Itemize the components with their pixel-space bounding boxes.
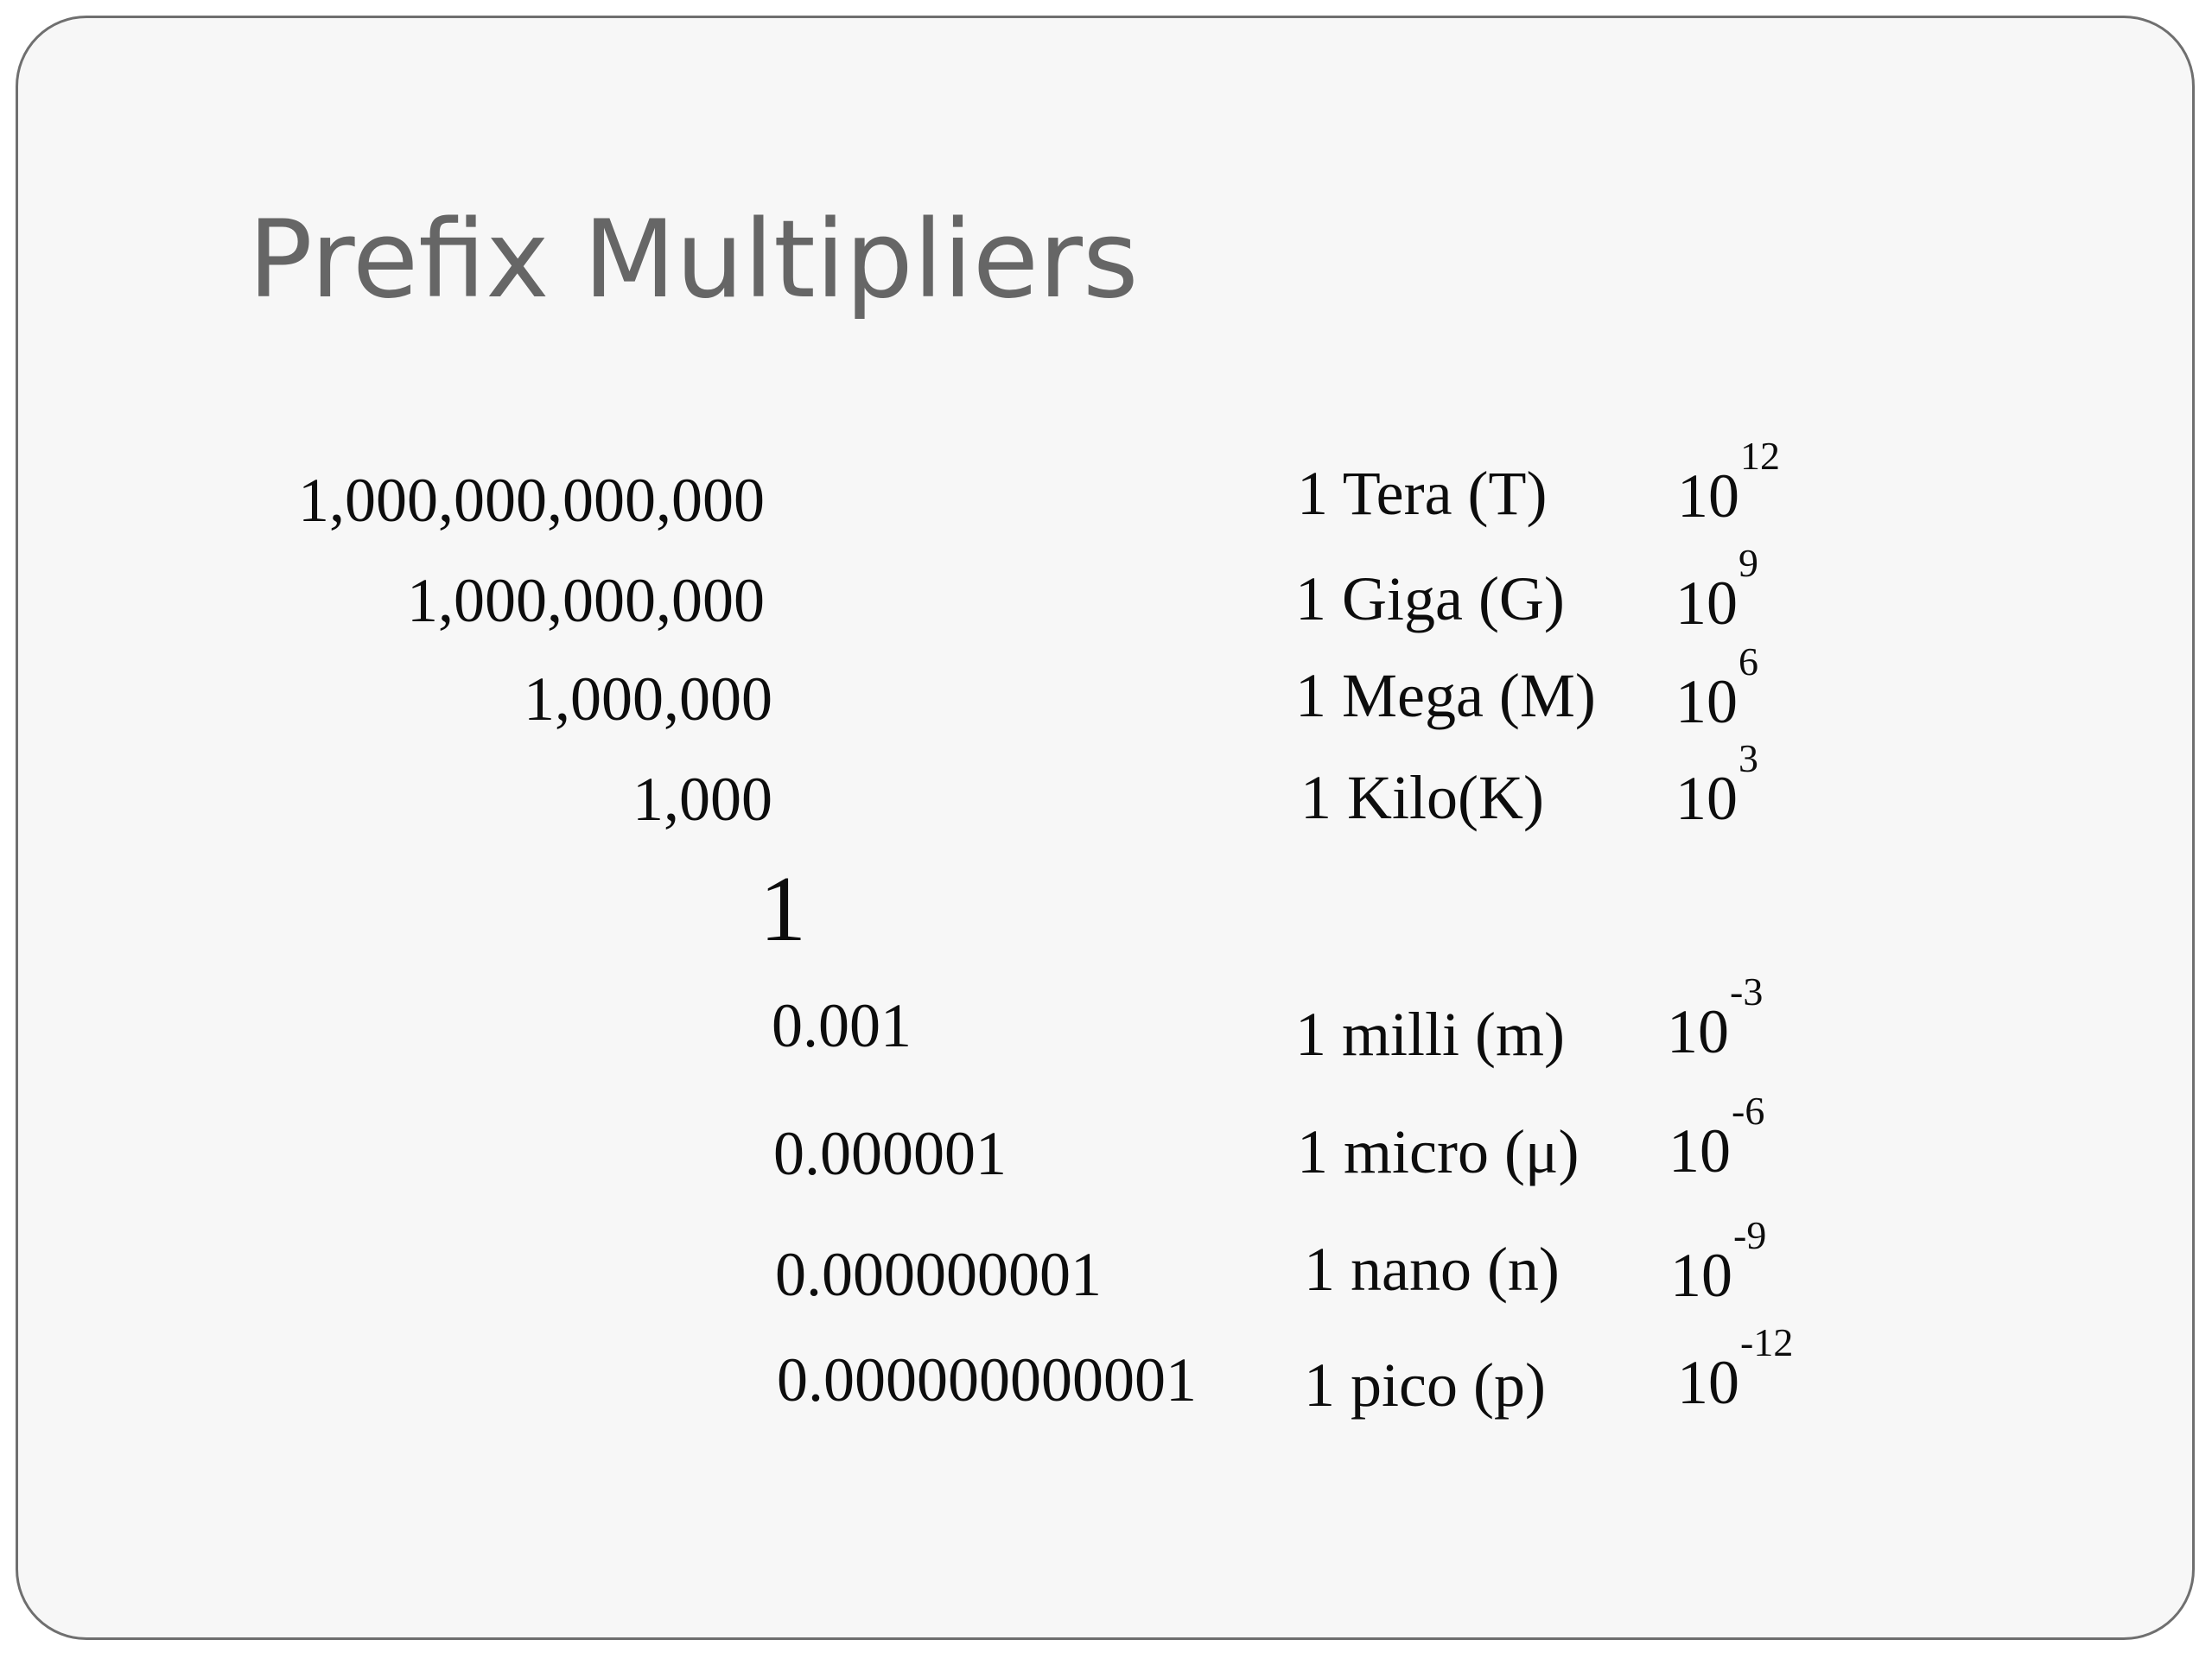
value-mega: 1,000,000 <box>524 664 772 734</box>
power-tera: $10^{12}$ <box>1677 434 1780 531</box>
value-micro: 0.000001 <box>773 1119 1007 1188</box>
value-milli: 0.001 <box>772 991 912 1060</box>
power-giga: $10^9$ <box>1675 541 1758 638</box>
prefix-kilo: 1 Kilo(K) <box>1300 763 1544 832</box>
value-nano: 0.000000001 <box>775 1240 1102 1309</box>
value-one: 1 <box>760 858 806 961</box>
value-pico: 0.000000000001 <box>777 1345 1197 1414</box>
power-milli: $10^{-3}$ <box>1667 969 1764 1066</box>
prefix-milli: 1 milli (m) <box>1295 1000 1565 1069</box>
value-giga: 1,000,000,000 <box>407 566 765 635</box>
slide-title: Prefix Multipliers <box>248 198 1139 322</box>
prefix-giga: 1 Giga (G) <box>1295 564 1565 633</box>
slide <box>16 16 2195 1640</box>
power-micro: $10^{-6}$ <box>1669 1089 1765 1185</box>
power-nano: $10^{-9}$ <box>1670 1213 1767 1310</box>
prefix-pico: 1 pico (p) <box>1304 1351 1546 1420</box>
prefix-mega: 1 Mega (M) <box>1295 661 1596 730</box>
power-pico: $10^{-12}$ <box>1677 1320 1794 1417</box>
prefix-tera: 1 Tera (T) <box>1297 459 1548 528</box>
value-tera: 1,000,000,000,000 <box>298 466 765 535</box>
prefix-micro: 1 micro (μ) <box>1297 1117 1580 1186</box>
power-mega: $10^6$ <box>1675 639 1758 736</box>
power-kilo: $10^3$ <box>1675 736 1758 833</box>
value-kilo: 1,000 <box>632 765 772 834</box>
prefix-nano: 1 nano (n) <box>1304 1235 1560 1304</box>
